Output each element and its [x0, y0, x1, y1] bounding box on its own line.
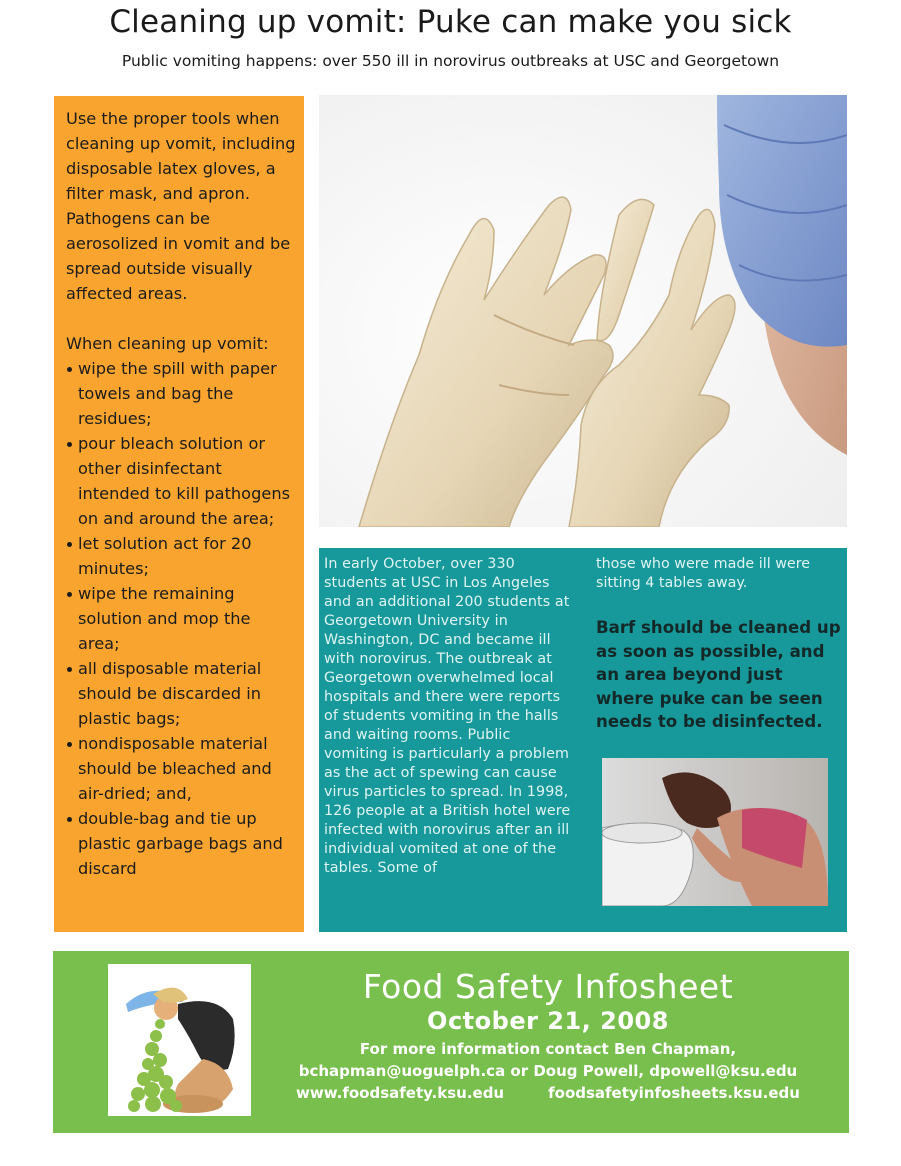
footer-date: October 21, 2008 [427, 1007, 669, 1035]
pull-quote: Barf should be cleaned up as soon as possible, and an area beyond just where puke can be seen needs to be disinfected. [596, 618, 841, 731]
article-column-2: those who were made ill were sitting 4 tables away. [596, 556, 811, 591]
article-panel [319, 548, 847, 932]
list-item: wipe the remaining solution and mop the area; [66, 581, 296, 656]
list-item: pour bleach solution or other disinfectant intended to kill pathogens on and around the area; [66, 431, 296, 531]
list-item: double-bag and tie up plastic garbage bags and discard [66, 806, 296, 881]
footer-panel [53, 951, 849, 1133]
tips-lead: When cleaning up vomit: [66, 334, 269, 353]
website-links [253, 1084, 843, 1102]
page-subtitle: Public vomiting happens: over 550 ill in norovirus outbreaks at USC and Georgetown [121, 52, 780, 70]
list-item: wipe the spill with paper towels and bag the residues; [66, 356, 296, 431]
gloves-photo [319, 95, 847, 527]
article-column-1: In early October, over 330 students at USC in Los Angeles and an additional 200 students at Georgetown University in Washington, DC and became ill with norovirus. The outbreak at Georgetown overwhelmed local hospitals and there were reports of students vomiting in the halls and waiting rooms. Public vomiting is particularly a problem as the act of spewing can cause virus particles to spread. In 1998, 126 people at a British hotel were infected with norovirus after an ill individual vomited at one of the tables. Some of [324, 556, 571, 876]
website-link-infosheets[interactable]: foodsafetyinfosheets.ksu.edu [548, 1084, 800, 1102]
tips-intro: Use the proper tools when cleaning up vomit, including disposable latex gloves, a filter mask, and apron. Pathogens can be aerosolized in vomit and be spread outside visually affected areas. [66, 109, 296, 303]
cleaning-tips-panel [54, 96, 304, 932]
list-item: let solution act for 20 minutes; [66, 531, 296, 581]
vomiting-photo [602, 758, 828, 906]
contact-line-2[interactable]: bchapman@uoguelph.ca or Doug Powell, dpowell@ksu.edu [298, 1062, 798, 1080]
list-item: all disposable material should be discarded in plastic bags; [66, 656, 296, 731]
cleaning-steps-list [66, 356, 296, 881]
vomiting-figure-illustration [108, 964, 251, 1116]
page-title: Cleaning up vomit: Puke can make you sick [109, 4, 792, 40]
footer-title: Food Safety Infosheet [362, 967, 734, 1006]
website-link-foodsafety[interactable]: www.foodsafety.ksu.edu [296, 1084, 505, 1102]
list-item: nondisposable material should be bleached and air-dried; and, [66, 731, 296, 806]
contact-line-1: For more information contact Ben Chapman, [359, 1040, 737, 1058]
